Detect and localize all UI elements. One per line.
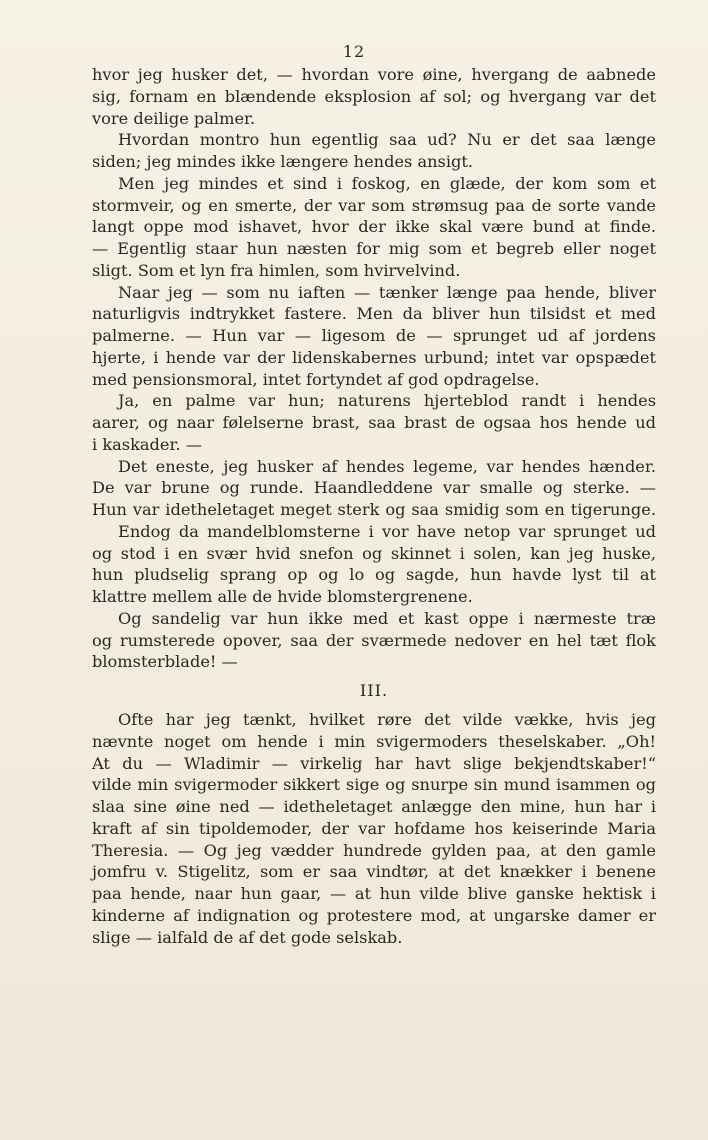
text-line: — Egentlig staar hun næsten for mig som et begreb eller noget xyxy=(92,239,656,258)
text-line: langt oppe mod ishavet, hvor der ikke skal være bund at finde. xyxy=(92,217,656,237)
text-line: sig, fornam en blændende eksplosion af sol; og hvergang var det xyxy=(92,86,656,106)
text-line: Theresia. — Og jeg vædder hundrede gylden paa, at den gamle xyxy=(92,840,656,860)
text-line: vore deilige palmer. xyxy=(92,108,256,128)
text-line: Ofte har jeg tænkt, hvilket røre det vilde vække, hvis jeg xyxy=(118,710,656,729)
text-line: slaa sine øine ned — idetheletaget anlægge den mine, hun har i xyxy=(92,797,656,816)
text-line: og stod i en svær hvid snefon og skinnet i solen, kan jeg huske, xyxy=(92,543,656,563)
text-line: siden; jeg mindes ikke længere hendes ansigt. xyxy=(92,152,474,171)
text-line: De var brune og runde. Haandleddene var smalle og sterke. — xyxy=(92,478,656,498)
text-line: hjerte, i hende var der lidenskabernes urbund; intet var opspædet xyxy=(92,347,656,367)
text-block-after-heading xyxy=(92,709,656,948)
text-line: Og sandelig var hun ikke med et kast oppe i nærmeste træ xyxy=(118,608,656,628)
text-line: Hun var idetheletaget meget sterk og saa smidig som en tigerunge. xyxy=(92,500,656,519)
text-line: og rumsterede opover, saa der sværmede nedover en hel tæt flok xyxy=(92,630,656,650)
text-line: palmerne. — Hun var — ligesom de — sprunget ud af jordens xyxy=(92,326,656,345)
text-line: Det eneste, jeg husker af hendes legeme, var hendes hænder. xyxy=(118,456,656,476)
text-line: Endog da mandelblomsterne i vor have netop var sprunget ud xyxy=(118,521,656,541)
text-line: vilde min svigermoder sikkert sige og snurpe sin mund isammen og xyxy=(92,775,656,795)
text-line: i kaskader. — xyxy=(92,434,202,454)
text-line: At du — Wladimir — virkelig har havt slige bekjendtskaber!“ xyxy=(92,753,656,773)
text-block-before-heading xyxy=(92,64,656,673)
page-number: 12 xyxy=(342,42,366,61)
text-line: hun pludselig sprang op og lo og sagde, hun havde lyst til at xyxy=(92,565,656,585)
text-line: stormveir, og en smerte, der var som strømsug paa de sorte vande xyxy=(92,195,656,215)
text-line: slige — ialfald de af det gode selskab. xyxy=(92,927,403,947)
text-line: klattre mellem alle de hvide blomstergrenene. xyxy=(92,587,473,606)
text-line: nævnte noget om hende i min svigermoders theselskaber. „Oh! xyxy=(92,731,656,751)
text-line: kraft af sin tipoldemoder, der var hofdame hos keiserinde Maria xyxy=(92,818,656,838)
text-line: naturligvis indtrykket fastere. Men da bliver hun tilsidst et med xyxy=(92,304,656,324)
text-line: blomsterblade! — xyxy=(92,652,238,672)
text-line: aarer, og naar følelserne brast, saa brast de ogsaa hos hende ud xyxy=(92,413,656,432)
text-line: Ja, en palme var hun; naturens hjerteblod randt i hendes xyxy=(118,391,656,411)
text-line: paa hende, naar hun gaar, — at hun vilde blive ganske hektisk i xyxy=(92,884,656,903)
text-line: jomfru v. Stigelitz, som er saa vindtør, at det knækker i benene xyxy=(92,862,656,882)
section-heading: III. xyxy=(359,681,389,700)
text-line: sligt. Som et lyn fra himlen, som hvirvelvind. xyxy=(92,260,461,280)
text-line: Hvordan montro hun egentlig saa ud? Nu er det saa længe xyxy=(118,130,656,150)
text-line: hvor jeg husker det, — hvordan vore øine, hvergang de aabnede xyxy=(92,65,656,84)
text-line: Naar jeg — som nu iaften — tænker længe paa hende, bliver xyxy=(118,282,656,302)
text-line: med pensionsmoral, intet fortyndet af god opdragelse. xyxy=(92,369,540,389)
text-line: Men jeg mindes et sind i foskog, en glæde, der kom som et xyxy=(118,173,656,193)
body-text xyxy=(92,64,656,948)
text-line: kinderne af indignation og protestere mod, at ungarske damer er xyxy=(92,905,656,925)
